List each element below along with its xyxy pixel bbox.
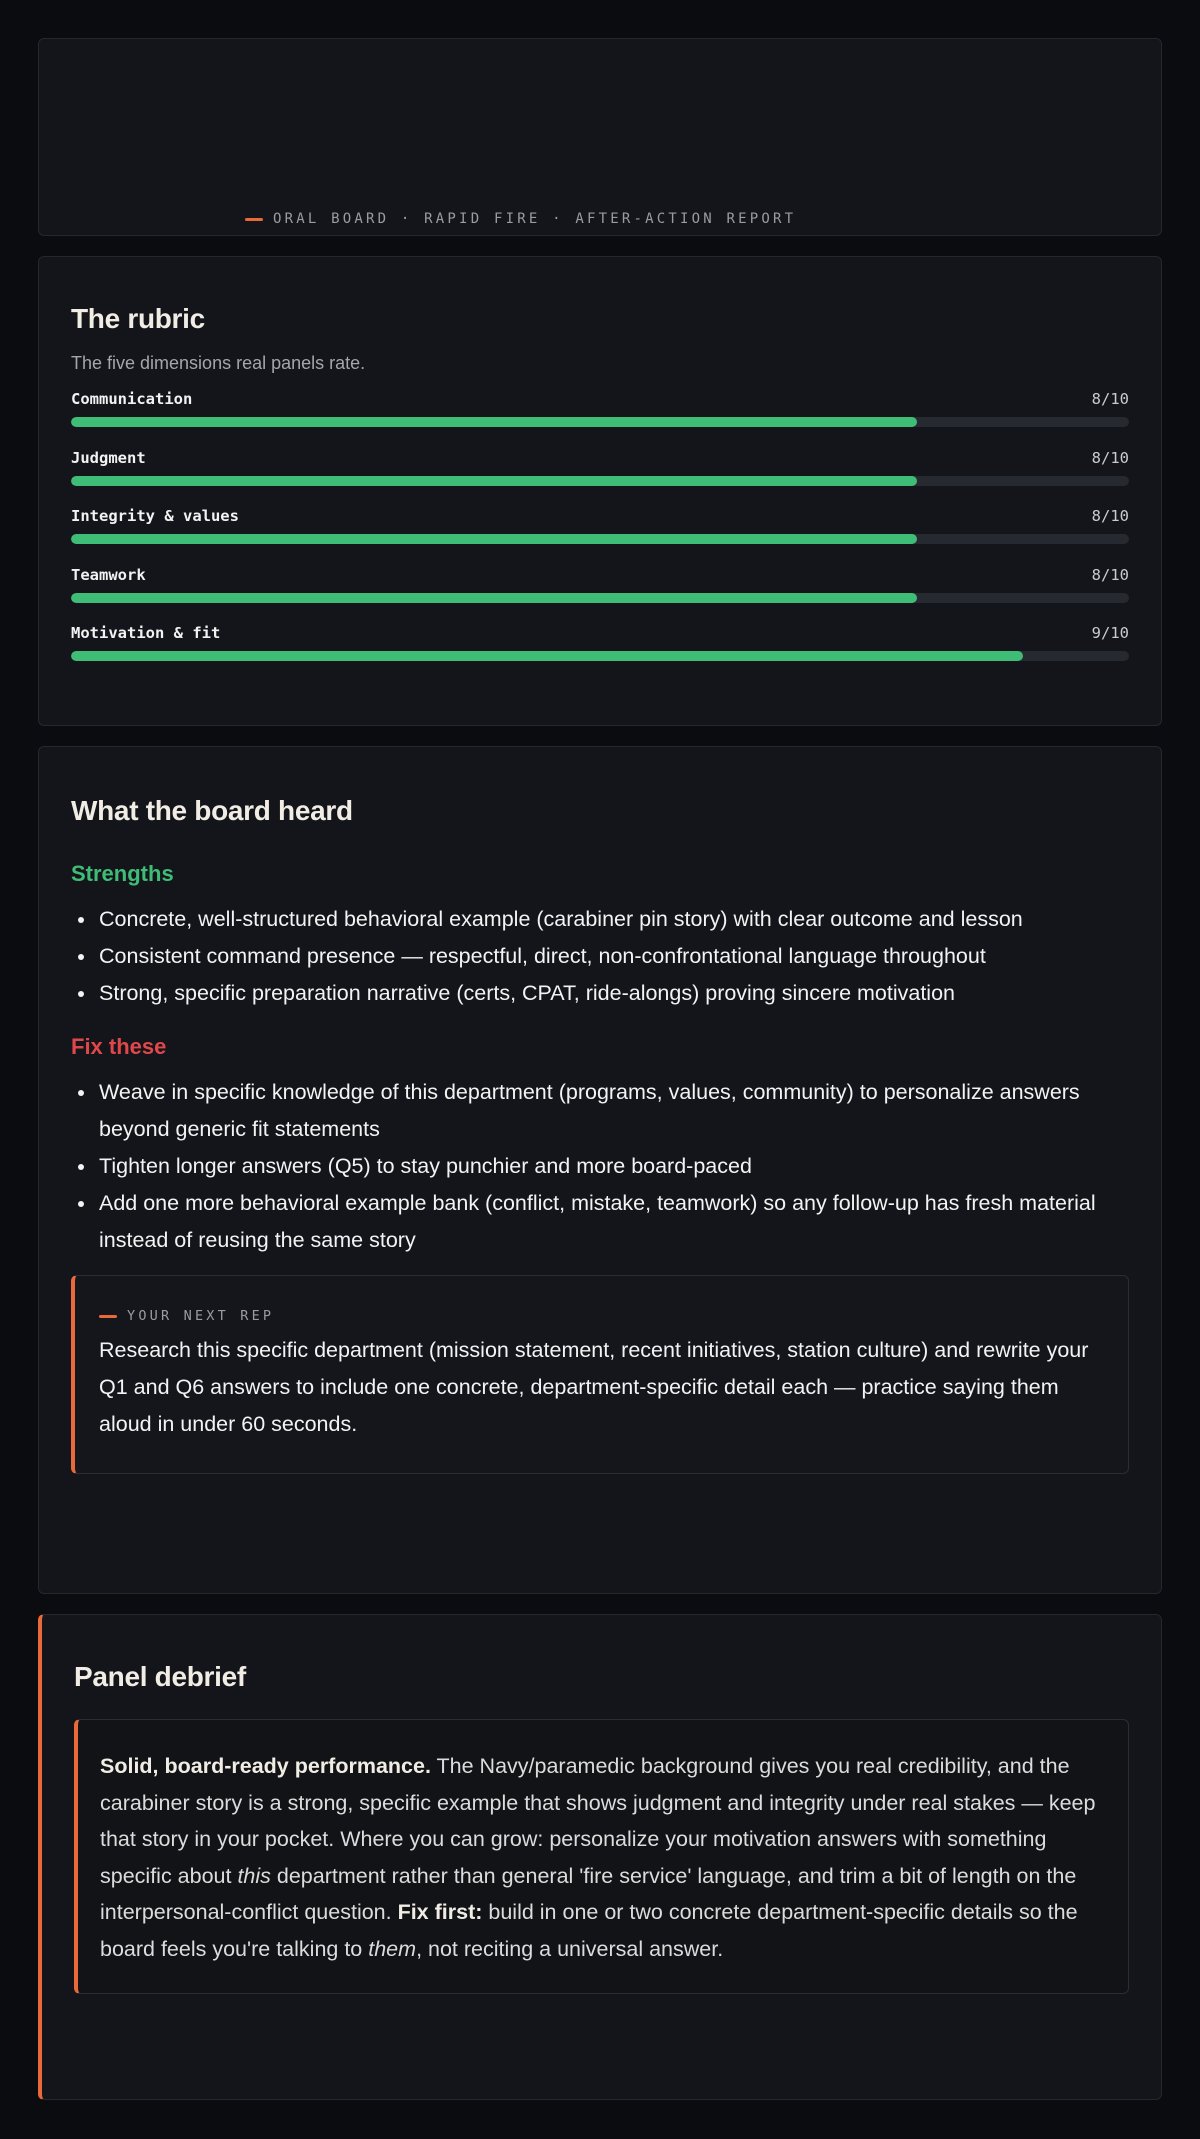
debrief-text-part: build in one or two concrete department-specific details so the board feels you're talking to <box>100 1900 1078 1961</box>
rubric-subtitle: The five dimensions real panels rate. <box>71 353 366 373</box>
rubric-row-score: 8/10 <box>1091 507 1129 525</box>
rubric-title: The rubric <box>71 303 205 334</box>
rubric-row-label: Integrity & values <box>71 507 239 525</box>
rubric-row-label: Motivation & fit <box>71 624 221 642</box>
accent-dash <box>245 218 263 221</box>
fix-these-heading: Fix these <box>71 1034 167 1059</box>
debrief-fix-first: Fix first: <box>397 1900 483 1924</box>
score-bar-track <box>71 417 1129 427</box>
board-heard-card <box>38 746 1162 1594</box>
rubric-row-score: 8/10 <box>1091 390 1129 408</box>
debrief-lead: Solid, board-ready performance. <box>100 1754 431 1778</box>
debrief-emphasis: them <box>368 1936 417 1961</box>
panel-debrief-title: Panel debrief <box>74 1661 246 1692</box>
accent-dash <box>99 1315 117 1318</box>
rubric-row <box>71 507 1129 566</box>
panel-debrief-card <box>38 1614 1162 2100</box>
next-rep-body: Research this specific department (mission statement, recent initiatives, station culture) and rewrite your Q1 and Q6 answers to include one concrete, department-specific detail each — practice saying them aloud in under 60 seconds. <box>99 1338 1089 1436</box>
rubric-row-score: 8/10 <box>1091 448 1129 467</box>
debrief-emphasis: this <box>237 1863 271 1888</box>
score-bar-fill <box>71 476 917 486</box>
next-rep-eyebrow-text: YOUR NEXT REP <box>127 1308 275 1324</box>
score-bar-fill <box>71 534 917 544</box>
score-bar-track <box>71 534 1129 544</box>
rubric-row-label: Communication <box>71 390 193 408</box>
list-item: • Tighten longer answers (Q5) to stay punchier and more board-paced <box>97 1148 1129 1185</box>
report-eyebrow <box>245 211 796 227</box>
debrief-text-part: department rather than general 'fire service' language, and trim a bit of length on the interpersonal-conflict question. <box>100 1863 1077 1924</box>
rubric-row <box>71 390 1129 449</box>
rubric-row-score: 8/10 <box>1091 565 1129 584</box>
board-heard-title: What the board heard <box>71 795 353 826</box>
list-item: • Strong, specific preparation narrative (certs, CPAT, ride-alongs) proving sincere motivation <box>97 975 1129 1012</box>
rubric-row <box>71 624 1129 683</box>
rubric-row-label: Judgment <box>71 448 146 467</box>
rubric-row <box>71 449 1129 508</box>
report-header-card <box>38 38 1162 236</box>
list-item: • Consistent command presence — respectful, direct, non-confrontational language throughout <box>97 938 1129 975</box>
next-rep-callout <box>71 1275 1129 1474</box>
score-bar-track <box>71 651 1129 661</box>
rubric-card <box>38 256 1162 726</box>
rubric-row-label: Teamwork <box>71 565 146 584</box>
score-bar-fill <box>71 417 917 427</box>
score-bar-fill <box>71 651 1023 661</box>
next-rep-eyebrow <box>99 1308 1104 1324</box>
fix-these-list <box>71 1074 1129 1259</box>
debrief-text-part: , not reciting a universal answer. <box>416 1936 724 1961</box>
list-item: • Concrete, well-structured behavioral example (carabiner pin story) with clear outcome and lesson <box>97 901 1129 938</box>
score-bar-track <box>71 593 1129 603</box>
report-eyebrow-text: ORAL BOARD · RAPID FIRE · AFTER-ACTION REPORT <box>273 211 797 227</box>
score-bar-track <box>71 476 1129 486</box>
strengths-list <box>71 901 1129 1012</box>
debrief-text <box>74 1719 1129 1994</box>
rubric-row <box>71 566 1129 625</box>
strengths-heading: Strengths <box>71 861 174 886</box>
list-item: • Add one more behavioral example bank (conflict, mistake, teamwork) so any follow-up has fresh material instead of reusing the same story <box>97 1185 1129 1259</box>
debrief-text-part: The Navy/paramedic background gives you real credibility, and the carabiner story is a strong, specific example that shows judgment and integrity under real stakes — keep that story in your pocket. Where you can grow: personalize your motivation answers with something specific about <box>100 1754 1096 1888</box>
score-bar-fill <box>71 593 917 603</box>
rubric-row-score: 9/10 <box>1091 624 1129 642</box>
rubric-rows <box>71 390 1129 683</box>
list-item: • Weave in specific knowledge of this department (programs, values, community) to personalize answers beyond generic fit statements <box>97 1074 1129 1148</box>
